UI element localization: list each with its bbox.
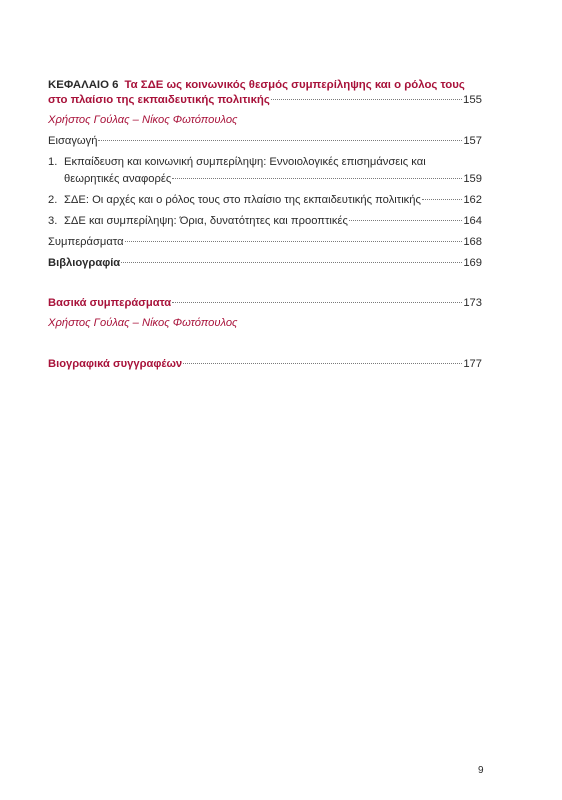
item-2-number: 2. xyxy=(48,194,58,206)
item-1-number: 1. xyxy=(48,156,58,168)
toc-entry-item-1[interactable] xyxy=(48,155,482,187)
toc-entry-conclusions[interactable] xyxy=(48,235,482,250)
item-1-text-line2: θεωρητικές αναφορές xyxy=(64,173,172,185)
leader-dots xyxy=(183,363,462,364)
main-conclusions-label: Βασικά συμπεράσματα xyxy=(48,297,172,309)
leader-dots xyxy=(422,199,462,200)
conclusions-label: Συμπεράσματα xyxy=(48,236,124,248)
chapter-heading-line1 xyxy=(48,78,482,93)
toc-entry-item-2[interactable] xyxy=(48,193,482,208)
leader-dots xyxy=(172,302,462,303)
chapter-page: 155 xyxy=(462,94,482,106)
item-3-text: ΣΔΕ και συμπερίληψη: Όρια, δυνατότητες και προοπτικές xyxy=(64,215,348,227)
leader-dots xyxy=(271,99,462,100)
leader-dots xyxy=(172,178,462,179)
leader-dots xyxy=(98,140,462,141)
bios-page: 177 xyxy=(463,358,482,370)
leader-dots xyxy=(121,262,462,263)
toc-entry-bios[interactable] xyxy=(48,357,482,372)
main-conclusions-authors: Χρήστος Γούλας – Νίκος Φωτόπουλος xyxy=(48,317,238,329)
chapter-title-line1: Τα ΣΔΕ ως κοινωνικός θεσμός συμπερίληψης και ο ρόλος τους xyxy=(124,79,465,91)
toc-entry-main-conclusions[interactable] xyxy=(48,296,482,311)
chapter-heading-line2 xyxy=(48,93,482,108)
table-of-contents xyxy=(48,78,482,372)
item-2-text: ΣΔΕ: Οι αρχές και ο ρόλος τους στο πλαίσιο της εκπαιδευτικής πολιτικής xyxy=(64,194,421,206)
item-3-page: 164 xyxy=(463,215,482,227)
intro-page: 157 xyxy=(463,135,482,147)
item-1-text-line1: Εκπαίδευση και κοινωνική συμπερίληψη: Εννοιολογικές επισημάνσεις και xyxy=(64,156,426,168)
item-1-line2 xyxy=(48,172,482,187)
main-conclusions-page: 173 xyxy=(463,297,482,309)
item-2-page: 162 xyxy=(463,194,482,206)
page-number: 9 xyxy=(478,765,484,776)
leader-dots xyxy=(125,241,463,242)
chapter-label: ΚΕΦΑΛΑΙΟ 6 xyxy=(48,79,119,91)
bios-label: Βιογραφικά συγγραφέων xyxy=(48,358,183,370)
chapter-authors: Χρήστος Γούλας – Νίκος Φωτόπουλος xyxy=(48,114,238,126)
toc-entry-item-3[interactable] xyxy=(48,214,482,229)
bibliography-label: Βιβλιογραφία xyxy=(48,257,121,269)
item-3-number: 3. xyxy=(48,215,58,227)
chapter-title-line2: στο πλαίσιο της εκπαιδευτικής πολιτικής xyxy=(48,94,270,106)
item-1-line1 xyxy=(48,155,482,170)
item-1-page: 159 xyxy=(463,173,482,185)
intro-label: Εισαγωγή xyxy=(48,135,98,147)
leader-dots xyxy=(349,220,462,221)
conclusions-page: 168 xyxy=(463,236,482,248)
toc-entry-bibliography[interactable] xyxy=(48,256,482,271)
toc-entry-intro[interactable] xyxy=(48,134,482,149)
bibliography-page: 169 xyxy=(463,257,482,269)
